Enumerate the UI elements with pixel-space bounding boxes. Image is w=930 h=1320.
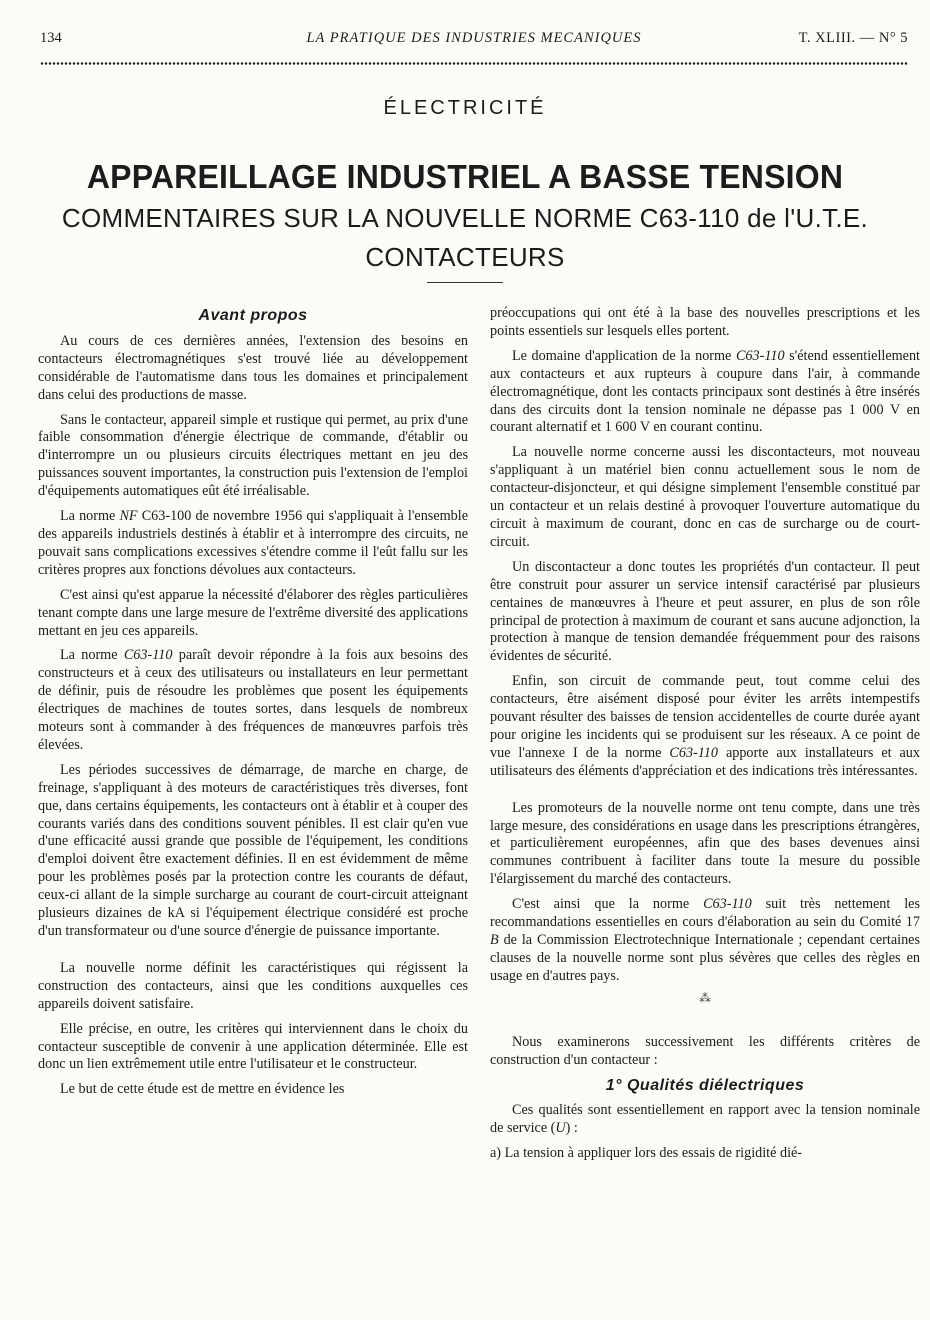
article-subtitle: COMMENTAIRES SUR LA NOUVELLE NORME C63-110 de l'U.T.E.: [61, 203, 869, 233]
norm-reference: C63-110: [669, 744, 718, 761]
text-run: La norme: [60, 647, 124, 664]
paragraph: [490, 1102, 920, 1138]
paragraph: préoccupations qui ont été à la base des nouvelles prescriptions et les points essentiels sur lesquels elles portent.: [490, 305, 920, 339]
volume-number: T. XLIII. — N° 5: [798, 30, 908, 46]
text-run: ) :: [565, 1120, 578, 1137]
paragraph: Un discontacteur a donc toutes les propriétés d'un contacteur. Il peut être construit pour assurer un service intensif caractérisé par plusieurs centaines de manœuvres à l'heure et peut assurer, en plus de son rôle principal de protection à maximum de courant et sans aucune adjonction, la protection à manque de tension demandée fréquemment pour des raisons évidentes de sécurité.: [490, 558, 920, 665]
right-column: [490, 305, 920, 1170]
text-run: Le domaine d'application de la norme: [512, 347, 736, 364]
asterism-separator: ⁂: [699, 990, 711, 1005]
committee-letter: B: [490, 932, 499, 948]
dotted-rule: [40, 61, 908, 66]
symbol-u: U: [555, 1120, 566, 1137]
paragraph: C'est ainsi qu'est apparue la nécessité d'élaborer des règles particulières tenant compte dans une large mesure de l'extrême diversité des applications mettant en jeu ces appareils.: [38, 586, 468, 639]
foreword-heading: Avant propos: [198, 307, 308, 324]
text-run: C63-100 de novembre 1956 qui s'appliquait à l'ensemble des appareils industriels destinés à établir et à interrompre des circuits, ne pouvait sans complications excessives s'étendre comme il l'eût fallu sur les critères propres aux fonctions dévolues aux contacteurs.: [38, 508, 468, 578]
paragraph: [490, 673, 920, 780]
norm-reference: C63-110: [735, 347, 785, 364]
paragraph: [490, 348, 920, 438]
page-number: 134: [40, 30, 62, 46]
section-heading: 1° Qualités diélectriques: [605, 1076, 805, 1094]
article-subtitle-2: CONTACTEURS: [365, 242, 565, 272]
text-run: La norme: [60, 508, 120, 525]
paragraph: Les promoteurs de la nouvelle norme ont tenu compte, dans une très large mesure, des considérations en usage dans les prescriptions étrangères, et particulièrement européennes, afin que des bases devenues ainsi communes contribuent à faciliter dans toute la mesure du possible l'élargissement du marché des contacteurs.: [490, 799, 920, 888]
paragraph: Nous examinerons successivement les différents critères de construction d'un contacteur :: [490, 1033, 920, 1068]
article-title: APPAREILLAGE INDUSTRIEL A BASSE TENSION: [86, 158, 844, 195]
paragraph: La nouvelle norme concerne aussi les discontacteurs, mot nouveau s'appliquant à un matériel bien connu actuellement sous le nom de contacteur-disjoncteur, et qui désigne simplement l'ensemble constitué par un contacteur et un relais destiné à provoquer l'ouverture automatique du circuit à maximum de courant, donc en cas de surcharge ou de court-circuit.: [490, 444, 920, 550]
paragraph: Sans le contacteur, appareil simple et rustique qui permet, au prix d'une faible consommation d'énergie électrique de commande, d'établir ou d'interrompre un ou plusieurs circuits électriques mettant en jeu des puissances souvent importantes, la construction puis l'extension de l'emploi d'équipements automatiques eût été irréalisable.: [38, 411, 468, 500]
paragraph: [38, 647, 468, 754]
norm-prefix: NF: [119, 508, 138, 525]
paragraph: [490, 896, 920, 986]
text-run: suit très nettement les recommandations essentielles en cours d'élaboration au sein du Comité 17: [490, 896, 920, 931]
journal-title: LA PRATIQUE DES INDUSTRIES MECANIQUES: [306, 30, 642, 46]
paragraph: a) La tension à appliquer lors des essais de rigidité dié-: [490, 1145, 803, 1162]
text-run: paraît devoir répondre à la fois aux besoins des constructeurs et à ceux des utilisateurs ou installateurs en leur permettant de définir, puis de résoudre les problèmes que posent les équipements électriques de machines de toutes sortes, dans lesquels de nombreux moteurs sont à commander à des fréquences de manœuvres parfois très élevées.: [38, 647, 468, 753]
running-header: [40, 30, 908, 52]
text-run: de la Commission Electrotechnique Internationale ; cependant certaines clauses de la nouvelle norme sont plus sévères que celles des règles en usage en d'autres pays.: [490, 932, 920, 984]
spacer: [490, 788, 920, 800]
norm-reference: C63-110: [703, 896, 752, 913]
text-run: C'est ainsi que la norme: [512, 896, 704, 913]
spacer: [38, 948, 468, 960]
paragraph: Elle précise, en outre, les critères qui interviennent dans le choix du contacteur susceptible de convenir à une application déterminée. Elle est donc un lien extrêmement utile entre l'utilisateur et le constructeur.: [38, 1020, 468, 1073]
paragraph: La nouvelle norme définit les caractéristiques qui régissent la construction des contacteurs, ainsi que les conditions auxquelles ces appareils doivent satisfaire.: [38, 959, 468, 1012]
paragraph: Au cours de ces dernières années, l'extension des besoins en contacteurs électromagnétiques s'est trouvé liée au développement considérable de l'automatisme dans tous les domaines et principalement dans celui des productions de masse.: [38, 332, 468, 403]
section-title: ÉLECTRICITÉ: [383, 97, 547, 119]
left-column: [38, 305, 468, 1106]
title-rule: [427, 282, 503, 283]
paragraph: Les périodes successives de démarrage, de marche en charge, de freinage, s'appliquant à des moteurs de caractéristiques très diverses, font que, dans certains équipements, les contacteurs ont à établir et à couper des courants variés dans des conditions souvent pénibles. Il est clair qu'en vue d'une efficacité aussi grande que possible de l'équipement, les conditions d'emploi doivent être exactement définies. Il en est évidemment de même pour les problèmes posés par la protection contre les courants de défaut, ceux-ci allant de la simple surcharge au courant de court-circuit atteignant plusieurs dizaines de kA si l'équipement électrique considéré est proche d'un transformateur ou d'une source d'énergie de puissance importante.: [38, 761, 468, 939]
text-run: s'étend essentiellement aux contacteurs et aux rupteurs à coupure dans l'air, à commande électromagnétique, dont les contacts principaux sont destinés à être insérés dans des circuits dont la tension nominale ne dépasse pas 1 000 V en courant alternatif et 1 600 V en courant continu.: [490, 347, 920, 436]
norm-reference: C63-110: [123, 647, 173, 664]
text-run: Enfin, son circuit de commande peut, tout comme celui des contacteurs, être aisément disposé pour éviter les arrêts intempestifs pouvant résulter des baisses de tension accidentelles de courte durée ayant pour origine les incidents qui se produisent sur les réseaux. A ce point de vue l'annexe I de la norme: [490, 673, 920, 761]
text-run: Ces qualités sont essentiellement en rapport avec la tension nominale de service (: [490, 1102, 920, 1137]
text-run: apporte aux installateurs et aux utilisateurs des éléments d'appréciation et des indications très intéressantes.: [490, 744, 920, 779]
paragraph: [38, 508, 468, 580]
paragraph: Le but de cette étude est de mettre en évidence les: [60, 1081, 345, 1098]
